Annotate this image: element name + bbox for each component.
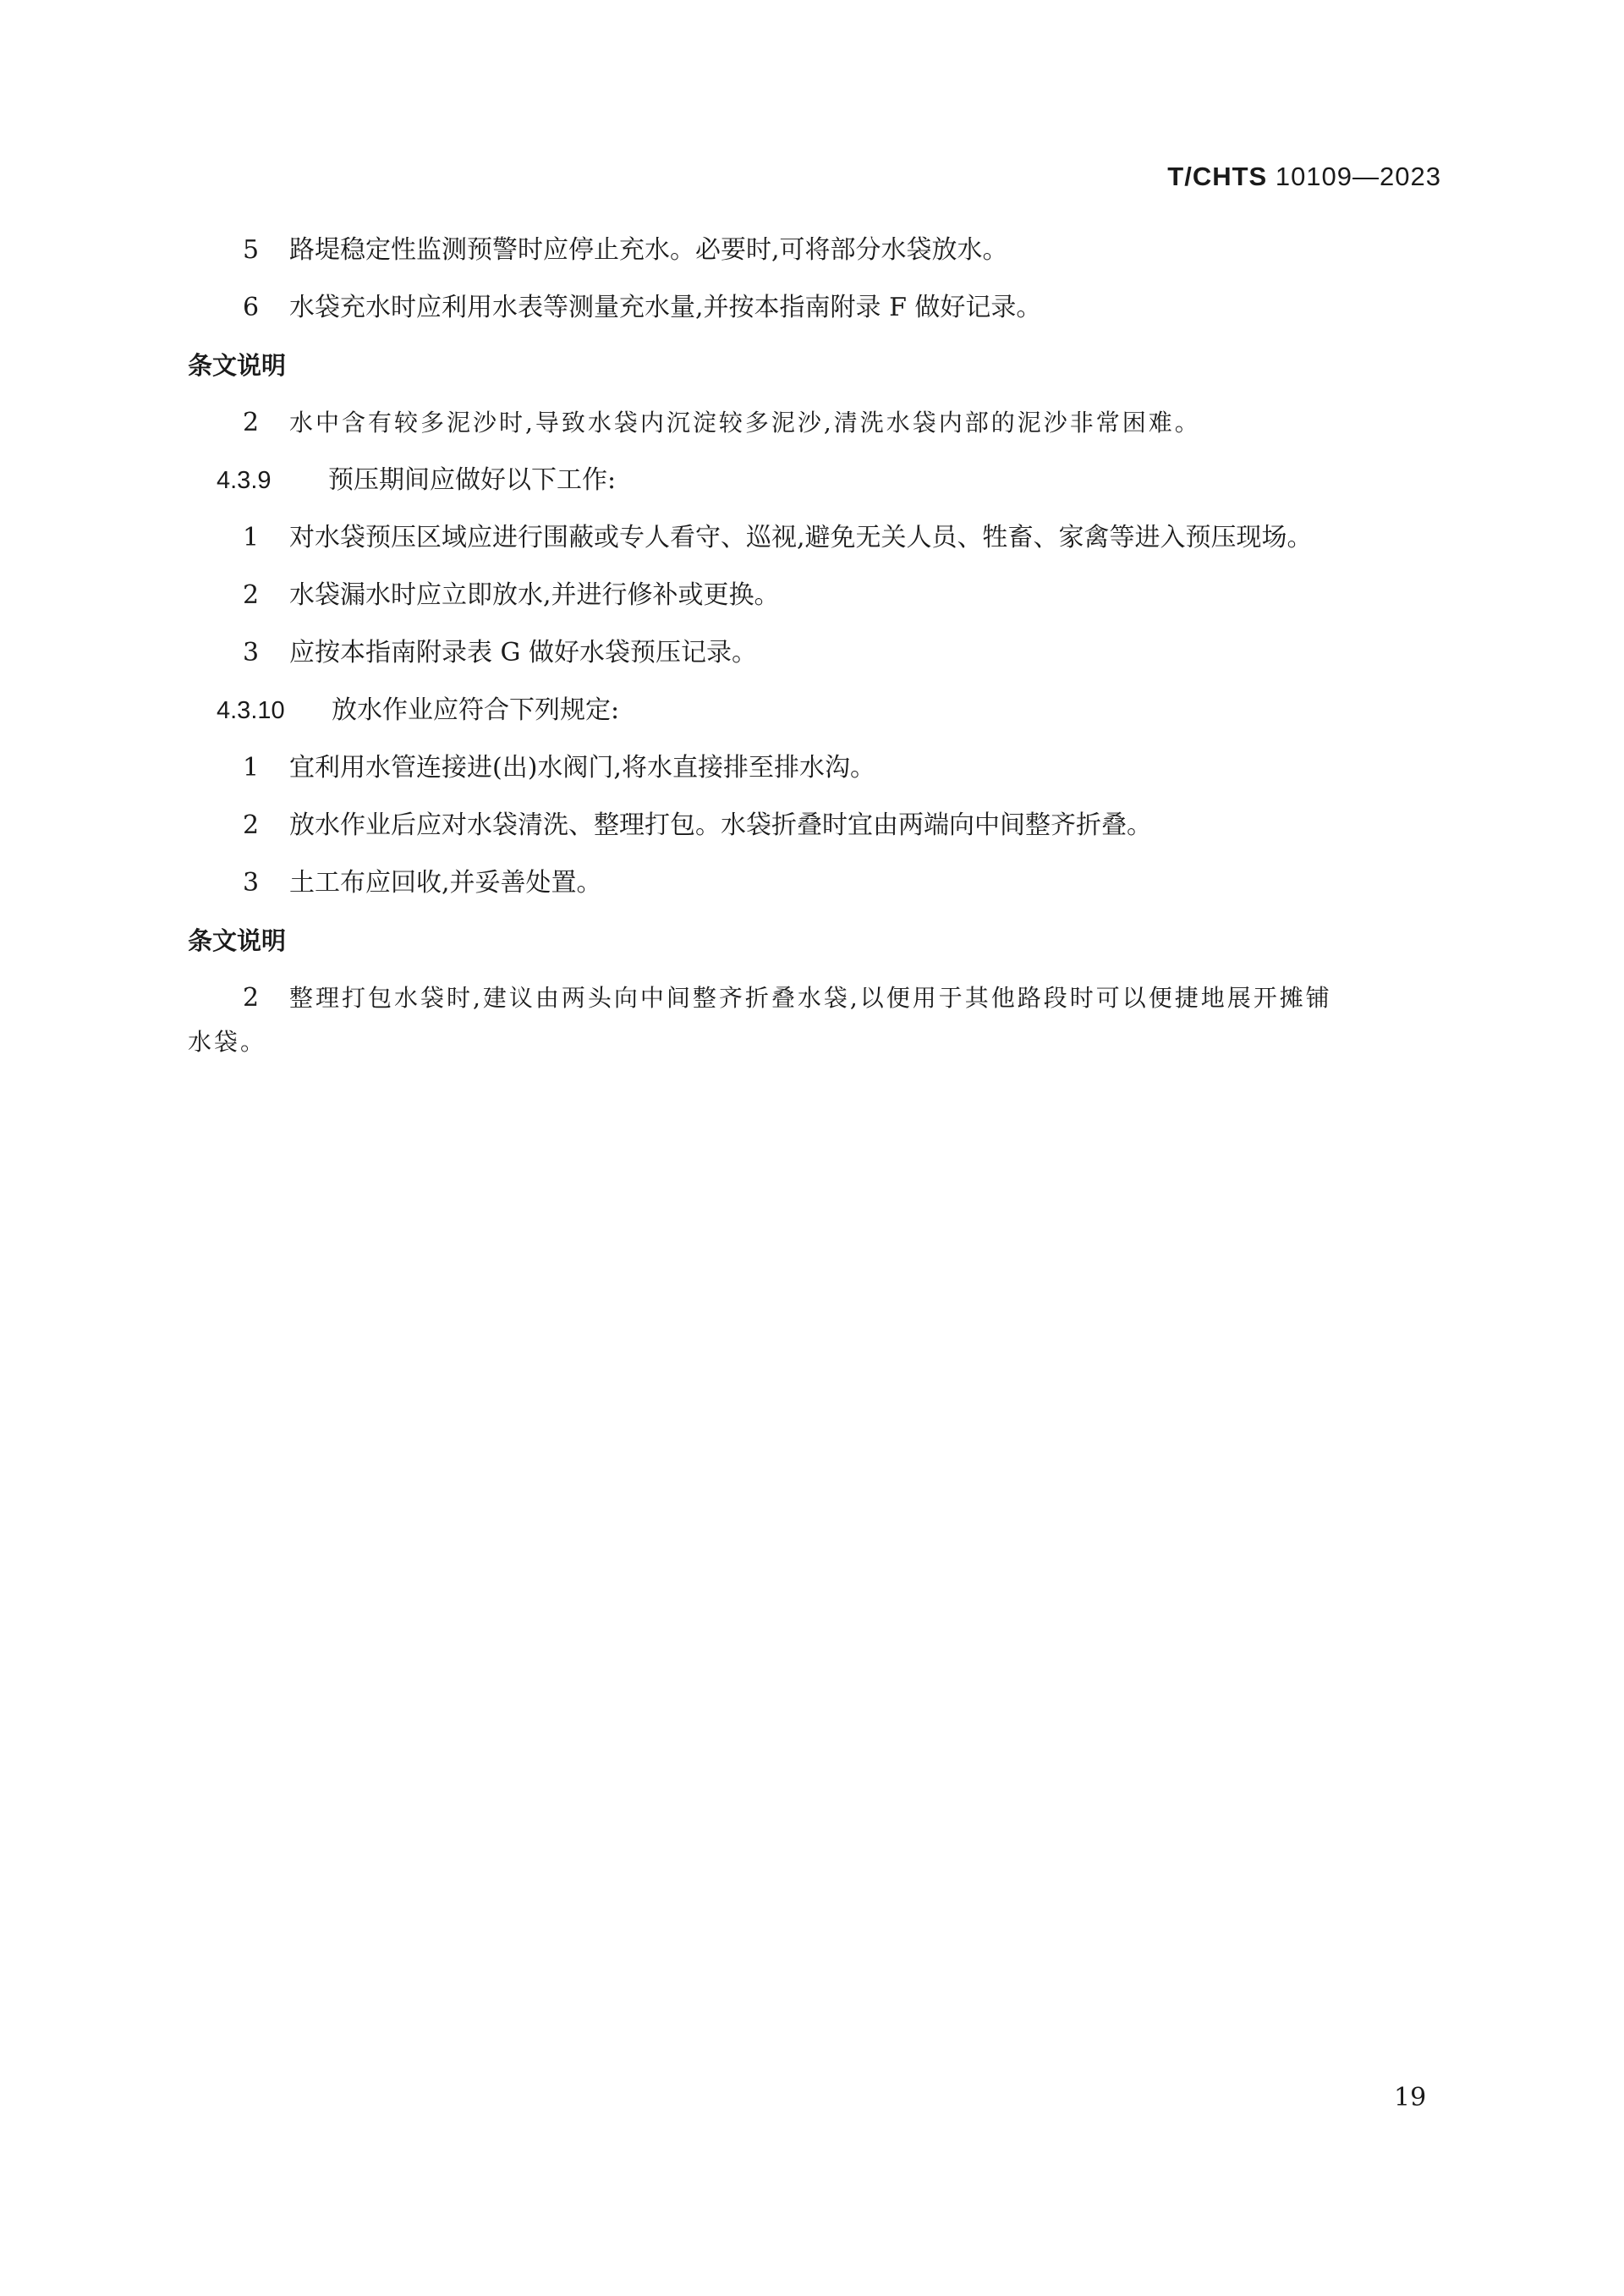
clause-title: 放水作业应符合下列规定: <box>332 695 620 725</box>
clause-item-number: 1 <box>243 523 260 552</box>
item-5-number: 5 <box>243 235 260 265</box>
explanation-heading: 条文说明 <box>188 926 287 955</box>
clause-item-text: 水袋漏水时应立即放水,并进行修补或更换。 <box>289 580 780 610</box>
clause-item-number: 3 <box>243 638 260 667</box>
explanation-item-text: 水中含有较多泥沙时,导致水袋内沉淀较多泥沙,清洗水袋内部的泥沙非常困难。 <box>289 409 1201 437</box>
clause-item-text: 土工布应回收,并妥善处置。 <box>289 868 602 898</box>
explanation-item-text: 整理打包水袋时,建议由两头向中间整齐折叠水袋,以便用于其他路段时可以便捷地展开摊铺 <box>289 984 1332 1012</box>
clause-number: 4.3.9 <box>217 467 272 494</box>
standard-code: 10109—2023 <box>1275 162 1441 191</box>
item-6-text: 水袋充水时应利用水表等测量充水量,并按本指南附录 F 做好记录。 <box>289 293 1042 322</box>
clause-item-text: 对水袋预压区域应进行围蔽或专人看守、巡视,避免无关人员、牲畜、家禽等进入预压现场。 <box>289 523 1313 552</box>
clause-item-number: 1 <box>243 753 260 783</box>
explanation-item-text-continued: 水袋。 <box>188 1028 267 1056</box>
standard-prefix: T/CHTS <box>1167 162 1268 191</box>
standard-number <box>1167 162 1441 192</box>
explanation-item-number: 2 <box>243 408 260 437</box>
clause-item-text: 应按本指南附录表 G 做好水袋预压记录。 <box>289 638 758 667</box>
item-6-number: 6 <box>243 293 260 322</box>
clause-number: 4.3.10 <box>217 697 285 724</box>
clause-item-text: 宜利用水管连接进(出)水阀门,将水直接排至排水沟。 <box>289 753 875 783</box>
explanation-heading: 条文说明 <box>188 351 287 380</box>
page-number: 19 <box>1394 2083 1427 2112</box>
explanation-item-number: 2 <box>243 983 260 1013</box>
clause-item-number: 3 <box>243 868 260 898</box>
clause-item-text: 放水作业后应对水袋清洗、整理打包。水袋折叠时宜由两端向中间整齐折叠。 <box>289 810 1152 840</box>
clause-item-number: 2 <box>243 580 260 610</box>
clause-item-number: 2 <box>243 810 260 840</box>
clause-title: 预压期间应做好以下工作: <box>328 465 617 495</box>
item-5-text: 路堤稳定性监测预警时应停止充水。必要时,可将部分水袋放水。 <box>289 235 1008 265</box>
